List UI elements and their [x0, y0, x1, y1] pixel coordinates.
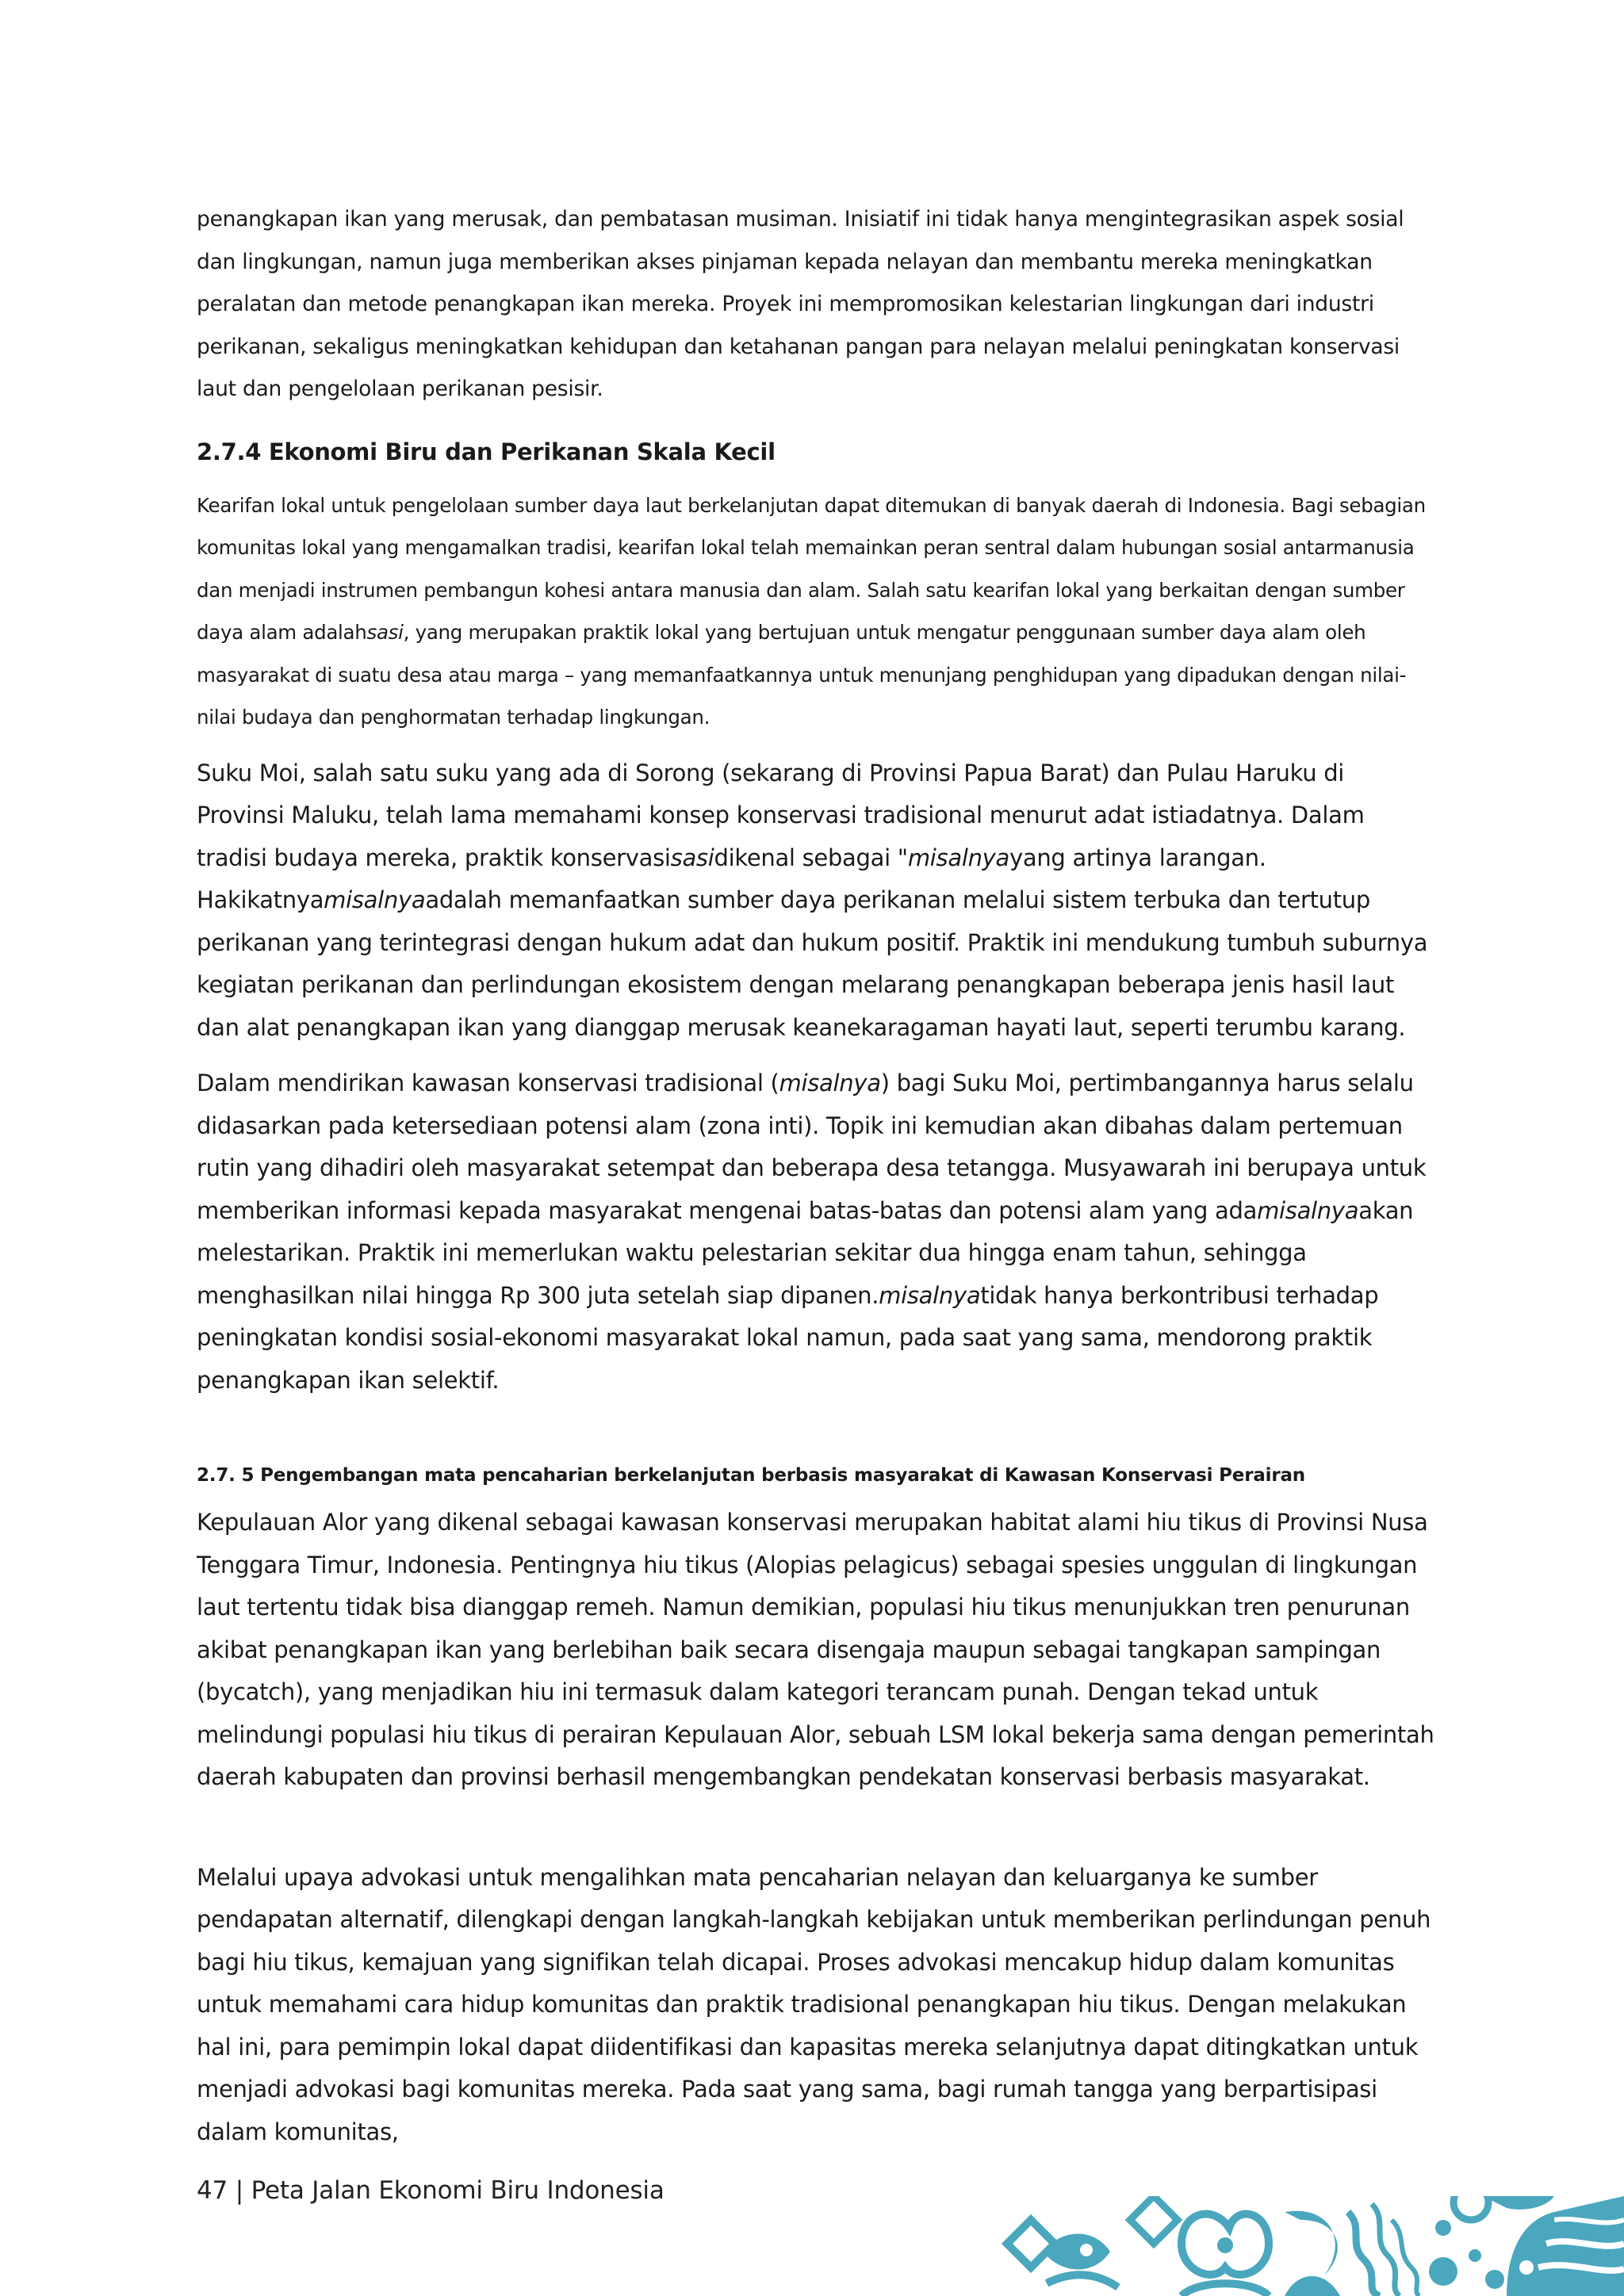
- page-footer: [197, 2176, 665, 2205]
- paragraph-advokasi: Melalui upaya advokasi untuk mengalihkan mata pencaharian nelayan dan keluarganya ke sumber pendapatan alternatif, dilengkapi dengan langkah-langkah kebijakan untuk memberikan perlindungan penuh bagi hiu tikus, kemajuan yang signifikan telah dicapai. Proses advokasi mencakup hidup dalam komunitas untuk memahami cara hidup komunitas dan praktik tradisional penangkapan hiu tikus. Dengan melakukan hal ini, para pemimpin lokal dapat diidentifikasi dan kapasitas mereka selanjutnya dapat ditingkatkan untuk menjadi advokasi bagi komunitas mereka. Pada saat yang sama, bagi rumah tangga yang berpartisipasi dalam komunitas,: [197, 1863, 1431, 2145]
- page-number: 47: [197, 2176, 228, 2205]
- footer-doc-title: Peta Jalan Ekonomi Biru Indonesia: [251, 2176, 665, 2205]
- batik-ornament-icon: [999, 2196, 1624, 2296]
- document-body: [197, 198, 1438, 2153]
- paragraph-intro: penangkapan ikan yang merusak, dan pembatasan musiman. Inisiatif ini tidak hanya mengintegrasikan aspek sosial dan lingkungan, namun juga memberikan akses pinjaman kepada nelayan dan membantu mereka meningkatkan peralatan dan metode penangkapan ikan mereka. Proyek ini mempromosikan kelestarian lingkungan dari industri perikanan, sekaligus meningkatkan kehidupan dan ketahanan pangan para nelayan melalui peningkatan konservasi laut dan pengelolaan perikanan pesisir.: [197, 207, 1404, 401]
- paragraph-kepulauan-alor: Kepulauan Alor yang dikenal sebagai kawasan konservasi merupakan habitat alami hiu tikus di Provinsi Nusa Tenggara Timur, Indonesia. Pentingnya hiu tikus (Alopias pelagicus) sebagai spesies unggulan di lingkungan laut tertentu tidak bisa dianggap remeh. Namun demikian, populasi hiu tikus menunjukkan tren penurunan akibat penangkapan ikan yang berlebihan baik secara disengaja maupun sebagai tangkapan sampingan (bycatch), yang menjadikan hiu ini termasuk dalam kategori terancam punah. Dengan tekad untuk melindungi populasi hiu tikus di perairan Kepulauan Alor, sebuah LSM lokal bekerja sama dengan pemerintah daerah kabupaten dan provinsi berhasil mengembangkan pendekatan konservasi berbasis masyarakat.: [197, 1509, 1434, 1790]
- footer-separator: |: [235, 2176, 243, 2205]
- paragraph-kawasan-konservasi: Dalam mendirikan kawasan konservasi tradisional (misalnya) bagi Suku Moi, pertimbangannya harus selalu didasarkan pada ketersediaan potensi alam (zona inti). Topik ini kemudian akan dibahas dalam pertemuan rutin yang dihadiri oleh masyarakat setempat dan beberapa desa tetangga. Musyawarah ini berupaya untuk memberikan informasi kepada masyarakat mengenai batas-batas dan potensi alam yang adamisalnyaakan melestarikan. Praktik ini memerlukan waktu pelestarian sekitar dua hingga enam tahun, sehingga menghasilkan nilai hingga Rp 300 juta setelah siap dipanen.misalnyatidak hanya berkontribusi terhadap peningkatan kondisi sosial-ekonomi masyarakat lokal namun, pada saat yang sama, mendorong praktik penangkapan ikan selektif.: [197, 1070, 1427, 1394]
- section-heading-274: 2.7.4 Ekonomi Biru dan Perikanan Skala Kecil: [197, 438, 776, 465]
- paragraph-suku-moi: Suku Moi, salah satu suku yang ada di Sorong (sekarang di Provinsi Papua Barat) dan Pulau Haruku di Provinsi Maluku, telah lama memahami konsep konservasi tradisional menurut adat istiadatnya. Dalam tradisi budaya mereka, praktik konservasisasidikenal sebagai "misalnyayang artinya larangan. Hakikatnyamisalnyaadalah memanfaatkan sumber daya perikanan melalui sistem terbuka dan tertutup perikanan yang terintegrasi dengan hukum adat dan hukum positif. Praktik ini mendukung tumbuh suburnya kegiatan perikanan dan perlindungan ekosistem dengan melarang penangkapan beberapa jenis hasil laut dan alat penangkapan ikan yang dianggap merusak keanekaragaman hayati laut, seperti terumbu karang.: [197, 759, 1428, 1041]
- section-heading-275: 2.7. 5 Pengembangan mata pencaharian berkelanjutan berbasis masyarakat di Kawasan Konservasi Perairan: [197, 1465, 1305, 1486]
- paragraph-kearifan-lokal: Kearifan lokal untuk pengelolaan sumber daya laut berkelanjutan dapat ditemukan di banyak daerah di Indonesia. Bagi sebagian komunitas lokal yang mengamalkan tradisi, kearifan lokal telah memainkan peran sentral dalam hubungan sosial antarmanusia dan menjadi instrumen pembangun kohesi antara manusia dan alam. Salah satu kearifan lokal yang berkaitan dengan sumber daya alam adalahsasi, yang merupakan praktik lokal yang bertujuan untuk mengatur penggunaan sumber daya alam oleh masyarakat di suatu desa atau marga – yang memanfaatkannya untuk menunjang penghidupan yang dipadukan dengan nilai-nilai budaya dan penghormatan terhadap lingkungan.: [197, 493, 1426, 729]
